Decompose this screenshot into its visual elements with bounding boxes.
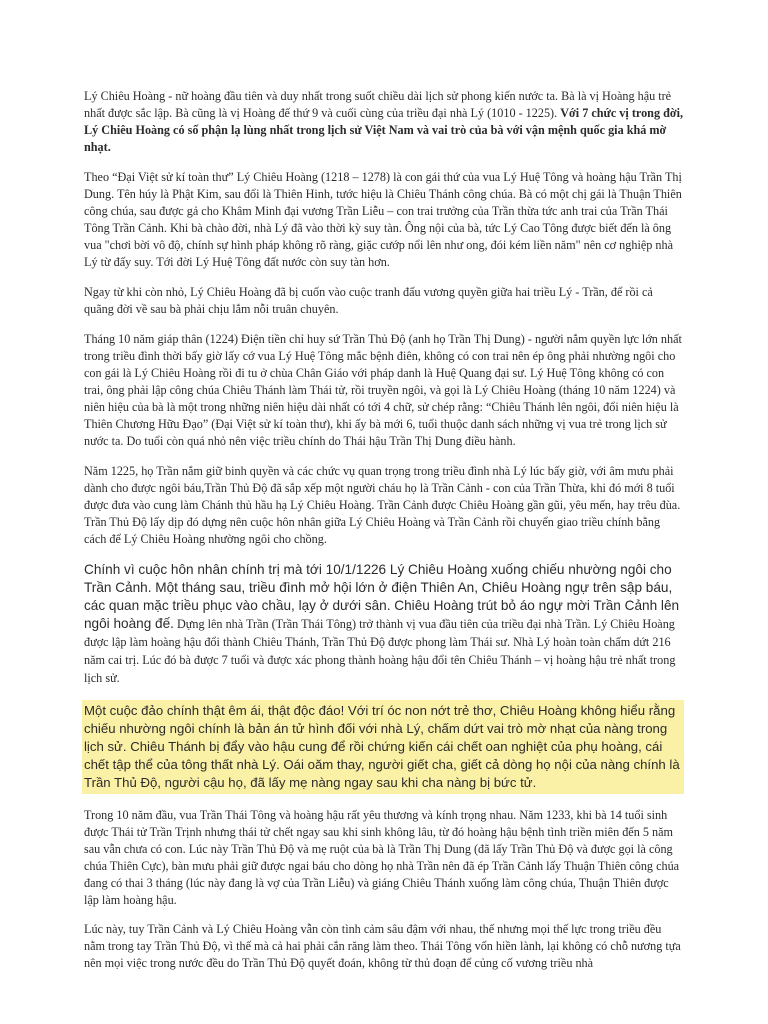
paragraph-intro-bold: Với 7 chức vị trong đời, Lý Chiêu Hoàng có số phận lạ lùng nhất trong lịch sử Việt Nam và vai trò của bà với vận mệnh quốc gia khá mờ nhạt. <box>84 106 684 154</box>
paragraph-abdication-lead: Chính vì cuộc hôn nhân chính trị mà tới 10/1/1226 Lý Chiêu Hoàng xuống chiếu nhường ngôi cho Trần Cảnh. Một tháng sau, triều đình mở hội lớn ở điện Thiên An, Chiêu Hoàng ngự trên sập báu, các quan mặc triều phục vào chầu, lạy ở dưới sân. Chiêu Hoàng trút bỏ áo ngự mời Trần Cảnh lên ngôi hoàng đế. <box>84 562 680 631</box>
paragraph-1224: Tháng 10 năm giáp thân (1224) Điện tiền chỉ huy sứ Trần Thủ Độ (anh họ Trần Thị Dung) - người nắm quyền lực lớn nhất trong triều đình thời bấy giờ lấy cớ vua Lý Huệ Tông mắc bệnh điên, không có con trai nên ép ông phải nhường ngôi cho con gái là Lý Chiêu Hoàng rồi đi tu ở chùa Chân Giáo với pháp danh là Huệ Quang đại sư. Lý Huệ Tông không có con trai, ông phải lập công chúa Chiêu Thánh làm Thái tử, rồi truyền ngôi, và gọi là Lý Chiêu Hoàng (tháng 10 năm 1224) và niên hiệu của bà là một trong những niên hiệu dài nhất có tới 4 chữ, sử chép rằng: “Chiêu Thánh lên ngôi, đổi niên hiệu là Thiên Chương Hữu Đạo” (Đại Việt sử kí toàn thư), khi ấy bà mới 6, tuổi thuộc danh sách những vị vua trẻ trong lịch sử nước ta. Do tuổi còn quá nhỏ nên việc triều chính do Thái hậu Trần Thị Dung điều hành. <box>84 332 682 448</box>
paragraph-first-decade: Trong 10 năm đầu, vua Trần Thái Tông và hoàng hậu rất yêu thương và kính trọng nhau. Năm 1233, khi bà 14 tuổi sinh được Thái tử Trần Trịnh nhưng thái tử chết ngay sau khi sinh không lâu, từ đó hoàng hậu bệnh tình triền miên đến 5 năm sau vẫn chưa có con. Lúc này Trần Thủ Độ và mẹ ruột của bà là Trần Thị Dung (đã lấy Trần Thủ Độ và được gọi là công chúa Thiên Cực), bàn mưu phải giữ được ngai báu cho dòng họ nhà Trần nên đã ép Trần Cảnh lấy Thuận Thiên công chúa đang có thai 3 tháng (lúc này đang là vợ của Trần Liễu) và giáng Chiêu Thánh xuống làm công chúa, Thuận Thiên được lập làm hoàng hậu. <box>84 808 680 907</box>
paragraph-intro <box>84 88 684 156</box>
paragraph-1225: Năm 1225, họ Trần nắm giữ binh quyền và các chức vụ quan trọng trong triều đình nhà Lý lúc bấy giờ, với âm mưu phải dành cho được ngôi báu,Trần Thủ Độ đã sắp xếp một người cháu họ là Trần Cảnh - con của Trần Thừa, khi đó mới 8 tuổi được đưa vào cung làm Chánh thủ hầu hạ Lý Chiêu Hoàng. Trần Cảnh được Chiêu Hoàng gần gũi, yêu mến, hay trêu đùa. Trần Thủ Độ lấy dịp đó dựng nên cuộc hôn nhân giữa Lý Chiêu Hoàng và Trần Cảnh rồi chuyển giao triều chính bằng cách để Lý Chiêu Hoàng nhường ngôi cho chồng. <box>84 464 681 546</box>
paragraph-intro-lead: Lý Chiêu Hoàng - nữ hoàng đầu tiên và duy nhất trong suốt chiều dài lịch sử phong kiến nước ta. Bà là vị Hoàng hậu trẻ nhất được sắc lập. Bà cũng là vị Hoàng đế thứ 9 và cuối cùng của triều đại nhà Lý (1010 - 1225). <box>84 89 672 120</box>
highlighted-paragraph: Một cuộc đảo chính thật êm ái, thật độc đáo! Với trí óc non nớt trẻ thơ, Chiêu Hoàng không hiểu rằng chiếu nhường ngôi chính là bản án tử hình đối với nhà Lý, chấm dứt vai trò mờ nhạt của nàng trong lịch sử. Chiêu Thánh bị đẩy vào hậu cung để rồi chứng kiến cái chết oan nghiệt của phụ hoàng, cái chết tập thể của tông thất nhà Lý. Oái oăm thay, người giết cha, giết cả dòng họ nội của nàng chính là Trần Thủ Độ, người cậu họ, đã lấy mẹ nàng ngay sau khi cha nàng bị bức tử. <box>82 700 684 794</box>
paragraph-abdication-tail: Dựng lên nhà Trần (Trần Thái Tông) trở thành vị vua đầu tiên của triều đại nhà Trần. Lý Chiêu Hoàng được lập làm hoàng hậu đổi thành Chiêu Thánh, Trần Thủ Độ được phong làm Thái sư. Nhà Lý hoàn toàn chấm dứt 216 năm cai trị. Lúc đó bà được 7 tuổi và được xác phong thành hoàng hậu đổi tên Chiêu Thánh – vị hoàng hậu trẻ nhất trong lịch sử. <box>84 617 676 685</box>
paragraph-childhood: Ngay từ khi còn nhỏ, Lý Chiêu Hoàng đã bị cuốn vào cuộc tranh đấu vương quyền giữa hai triều Lý - Trần, để rồi cả quãng đời về sau bà phải chịu lắm nỗi truân chuyên. <box>84 285 653 316</box>
paragraph-origin: Theo “Đại Việt sử kí toàn thư” Lý Chiêu Hoàng (1218 – 1278) là con gái thứ của vua Lý Huệ Tông và hoàng hậu Trần Thị Dung. Tên húy là Phật Kim, sau đổi là Thiên Hinh, tước hiệu là Chiêu Thánh công chúa. Bà có một chị gái là Thuận Thiên công chúa, sau được gả cho Khâm Minh đại vương Trần Liễu – con trai trưởng của Trần thừa tức anh trai của Trần Thái Tông Trần Cảnh. Khi bà chào đời, nhà Lý đã vào thời kỳ suy tàn. Ông nội của bà, tức Lý Cao Tông được biết đến là ông vua "chơi bời vô độ, chính sự hình pháp không rõ ràng, giặc cướp nổi lên như ong, đói kém liền năm" nên cơ nghiệp nhà Lý từ đấy suy. Tới đời Lý Huệ Tông đất nước còn suy tàn hơn. <box>84 170 682 269</box>
paragraph-abdication <box>84 561 684 687</box>
paragraph-power: Lúc này, tuy Trần Cảnh và Lý Chiêu Hoàng vẫn còn tình cảm sâu đậm với nhau, thế nhưng mọi thế lực trong triều đều nằm trong tay Trần Thủ Độ, vì thế mà cả hai phải cắn răng làm theo. Thái Tông vốn hiền lành, lại không có chỗ nương tựa nên mọi việc trong nước đều do Trần Thủ Độ quyết đoán, không từ thủ đoạn để củng cố vương triều nhà <box>84 922 681 970</box>
